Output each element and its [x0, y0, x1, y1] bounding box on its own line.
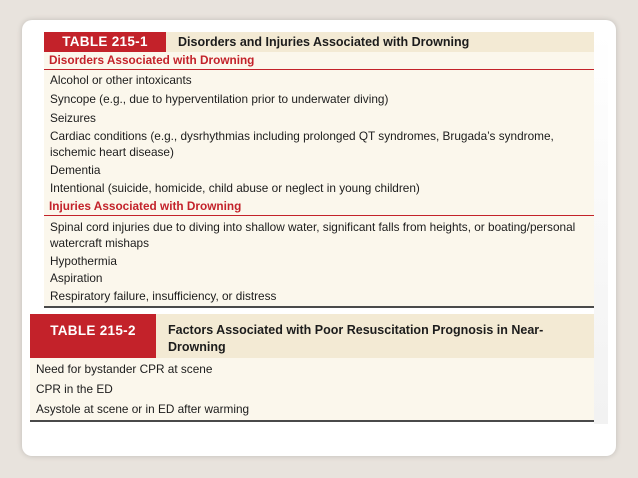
- section-heading-disorders: Disorders Associated with Drowning: [44, 52, 594, 70]
- section-heading-injuries: Injuries Associated with Drowning: [44, 198, 594, 216]
- list-item: Asystole at scene or in ED after warming: [36, 402, 250, 416]
- list-item: Cardiac conditions (e.g., dysrhythmias including prolonged QT syndromes, Brugada’s syndrome, ischemic heart disease): [50, 129, 554, 159]
- table-number-badge: TABLE 215-1: [44, 32, 166, 52]
- table-header: [30, 314, 594, 358]
- list-item: Hypothermia: [50, 254, 117, 268]
- list-item: Aspiration: [50, 271, 103, 285]
- list-item: Respiratory failure, insufficiency, or distress: [50, 289, 277, 303]
- list-item: Dementia: [50, 163, 101, 177]
- list-item: Alcohol or other intoxicants: [50, 73, 192, 87]
- list-item: Syncope (e.g., due to hyperventilation prior to underwater diving): [50, 92, 389, 106]
- list-item: Need for bystander CPR at scene: [36, 362, 213, 376]
- table-title: Disorders and Injuries Associated with Drowning: [178, 35, 470, 49]
- list-item: Intentional (suicide, homicide, child abuse or neglect in young children): [50, 181, 420, 195]
- list-item: CPR in the ED: [36, 382, 113, 396]
- table-shadow-edge: [594, 32, 608, 424]
- table-215-1: [44, 32, 594, 308]
- list-item: Spinal cord injuries due to diving into shallow water, significant falls from heights, or boating/personal watercraft mishaps: [50, 220, 576, 250]
- table-title: Factors Associated with Poor Resuscitation Prognosis in Near-Drowning: [168, 323, 544, 354]
- table-number-badge: TABLE 215-2: [30, 314, 156, 358]
- list-item: Seizures: [50, 111, 96, 125]
- table-header: [44, 32, 594, 52]
- table-215-2: [30, 314, 594, 422]
